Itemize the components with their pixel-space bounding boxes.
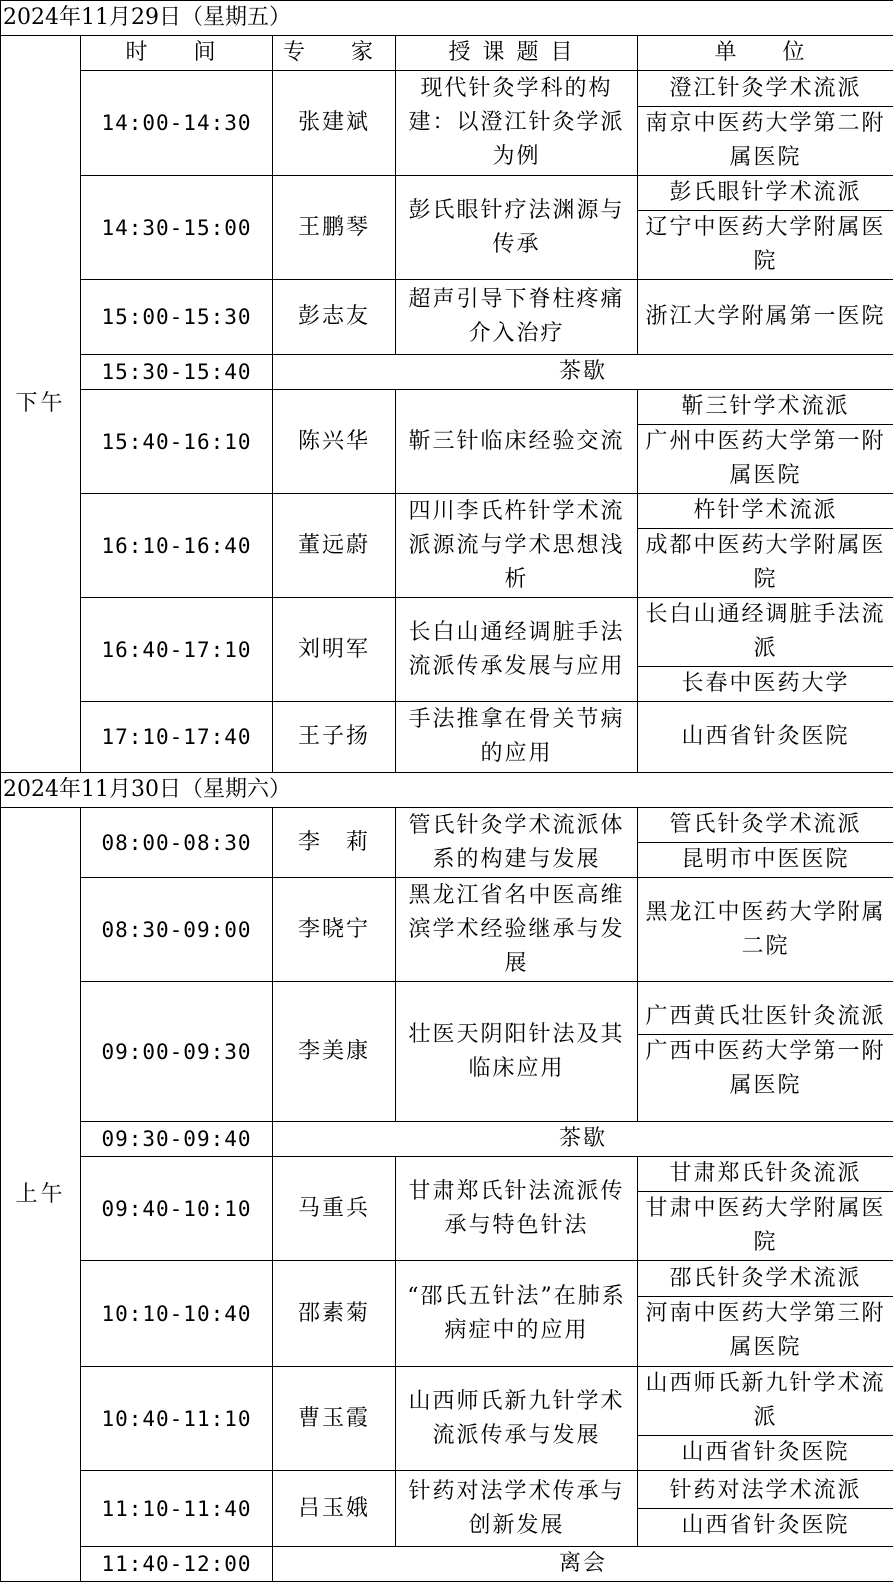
header-expert: 专 家 <box>273 36 396 71</box>
session-topic: 壮医天阴阳针法及其临床应用 <box>396 982 638 1122</box>
session-time: 15:40-16:10 <box>81 390 273 494</box>
date-heading: 2024年11月29日（星期五） <box>1 1 893 36</box>
session-expert: 马重兵 <box>273 1157 396 1261</box>
break-time: 09:30-09:40 <box>81 1122 273 1157</box>
session-topic: 手法推拿在骨关节病的应用 <box>396 702 638 773</box>
unit-line: 南京中医药大学第二附属医院 <box>638 106 893 175</box>
session-row <box>1 808 893 878</box>
unit-line: 管氏针灸学术流派 <box>642 808 889 842</box>
session-row <box>1 1261 893 1367</box>
session-time: 09:40-10:10 <box>81 1157 273 1261</box>
break-time: 11:40-12:00 <box>81 1547 273 1582</box>
session-time: 16:10-16:40 <box>81 494 273 598</box>
unit-line: 甘肃中医药大学附属医院 <box>638 1191 893 1260</box>
session-row <box>1 1367 893 1471</box>
session-unit <box>638 982 893 1122</box>
session-row <box>1 702 893 773</box>
session-topic: 管氏针灸学术流派体系的构建与发展 <box>396 808 638 878</box>
session-time: 17:10-17:40 <box>81 702 273 773</box>
session-unit <box>638 598 893 702</box>
session-expert: 彭志友 <box>273 280 396 355</box>
header-topic: 授课题目 <box>396 36 638 71</box>
session-time: 16:40-17:10 <box>81 598 273 702</box>
session-unit <box>638 1471 893 1547</box>
unit-line: 针药对法学术流派 <box>642 1474 889 1508</box>
unit-line: 浙江大学附属第一医院 <box>642 300 889 334</box>
session-expert: 李美康 <box>273 982 396 1122</box>
session-topic: 甘肃郑氏针法流派传承与特色针法 <box>396 1157 638 1261</box>
session-expert: 曹玉霞 <box>273 1367 396 1471</box>
session-topic: 靳三针临床经验交流 <box>396 390 638 494</box>
session-row <box>1 1157 893 1261</box>
session-unit <box>638 1367 893 1471</box>
unit-line: 彭氏眼针学术流派 <box>642 176 889 210</box>
unit-line: 山西省针灸医院 <box>638 1435 893 1470</box>
unit-line: 山西师氏新九针学术流派 <box>642 1367 889 1435</box>
session-row <box>1 598 893 702</box>
break-label: 茶歇 <box>273 355 893 390</box>
session-unit <box>638 702 893 773</box>
unit-line: 山西省针灸医院 <box>642 720 889 754</box>
unit-line: 澄江针灸学术流派 <box>642 72 889 106</box>
session-topic: “邵氏五针法”在肺系病症中的应用 <box>396 1261 638 1367</box>
break-row <box>1 1122 893 1157</box>
session-topic: 四川李氏杵针学术流派源流与学术思想浅析 <box>396 494 638 598</box>
unit-line: 黑龙江中医药大学附属二院 <box>642 896 889 964</box>
session-expert: 李 莉 <box>273 808 396 878</box>
session-time: 10:10-10:40 <box>81 1261 273 1367</box>
session-time: 10:40-11:10 <box>81 1367 273 1471</box>
session-time: 09:00-09:30 <box>81 982 273 1122</box>
session-row <box>1 71 893 176</box>
unit-line: 辽宁中医药大学附属医院 <box>638 210 893 279</box>
session-topic: 长白山通经调脏手法流派传承发展与应用 <box>396 598 638 702</box>
header-row <box>1 36 893 71</box>
session-expert: 刘明军 <box>273 598 396 702</box>
session-unit <box>638 1157 893 1261</box>
session-time: 11:10-11:40 <box>81 1471 273 1547</box>
unit-line: 广州中医药大学第一附属医院 <box>638 424 893 493</box>
period-label: 上午 <box>1 808 81 1582</box>
period-label: 下午 <box>1 36 81 773</box>
session-expert: 王鹏琴 <box>273 176 396 280</box>
session-expert: 张建斌 <box>273 71 396 176</box>
unit-line: 广西黄氏壮医针灸流派 <box>642 1000 889 1034</box>
session-topic: 黑龙江省名中医高维滨学术经验继承与发展 <box>396 878 638 982</box>
break-label: 茶歇 <box>273 1122 893 1157</box>
break-row <box>1 1547 893 1582</box>
unit-line: 昆明市中医医院 <box>638 842 893 877</box>
session-time: 08:30-09:00 <box>81 878 273 982</box>
unit-line: 成都中医药大学附属医院 <box>638 528 893 597</box>
unit-line: 邵氏针灸学术流派 <box>642 1262 889 1296</box>
break-time: 15:30-15:40 <box>81 355 273 390</box>
break-row <box>1 355 893 390</box>
unit-line: 靳三针学术流派 <box>642 390 889 424</box>
session-expert: 陈兴华 <box>273 390 396 494</box>
session-topic: 山西师氏新九针学术流派传承与发展 <box>396 1367 638 1471</box>
unit-line: 甘肃郑氏针灸流派 <box>642 1157 889 1191</box>
session-unit <box>638 808 893 878</box>
session-time: 15:00-15:30 <box>81 280 273 355</box>
header-unit: 单 位 <box>638 36 893 71</box>
unit-line: 河南中医药大学第三附属医院 <box>638 1296 893 1365</box>
session-unit <box>638 71 893 176</box>
session-row <box>1 982 893 1122</box>
session-expert: 王子扬 <box>273 702 396 773</box>
unit-line: 山西省针灸医院 <box>638 1508 893 1543</box>
session-unit <box>638 494 893 598</box>
session-topic: 针药对法学术传承与创新发展 <box>396 1471 638 1547</box>
session-row <box>1 390 893 494</box>
session-expert: 吕玉娥 <box>273 1471 396 1547</box>
session-row <box>1 878 893 982</box>
header-time: 时 间 <box>81 36 273 71</box>
session-topic: 超声引导下脊柱疼痛介入治疗 <box>396 280 638 355</box>
unit-line: 长白山通经调脏手法流派 <box>642 598 889 666</box>
date-row <box>1 1 893 36</box>
unit-line: 长春中医药大学 <box>638 666 893 701</box>
break-label: 离会 <box>273 1547 893 1582</box>
date-heading: 2024年11月30日（星期六） <box>1 773 893 808</box>
session-time: 14:00-14:30 <box>81 71 273 176</box>
session-time: 08:00-08:30 <box>81 808 273 878</box>
session-row <box>1 1471 893 1547</box>
session-row <box>1 494 893 598</box>
session-unit <box>638 1261 893 1367</box>
session-unit <box>638 280 893 355</box>
session-expert: 董远蔚 <box>273 494 396 598</box>
date-row <box>1 773 893 808</box>
unit-line: 广西中医药大学第一附属医院 <box>638 1034 893 1103</box>
session-unit <box>638 878 893 982</box>
session-topic: 彭氏眼针疗法渊源与传承 <box>396 176 638 280</box>
session-expert: 李晓宁 <box>273 878 396 982</box>
session-row <box>1 176 893 280</box>
session-unit <box>638 390 893 494</box>
session-expert: 邵素菊 <box>273 1261 396 1367</box>
session-time: 14:30-15:00 <box>81 176 273 280</box>
session-row <box>1 280 893 355</box>
unit-line: 杵针学术流派 <box>642 494 889 528</box>
session-topic: 现代针灸学科的构建：以澄江针灸学派为例 <box>396 71 638 176</box>
session-unit <box>638 176 893 280</box>
